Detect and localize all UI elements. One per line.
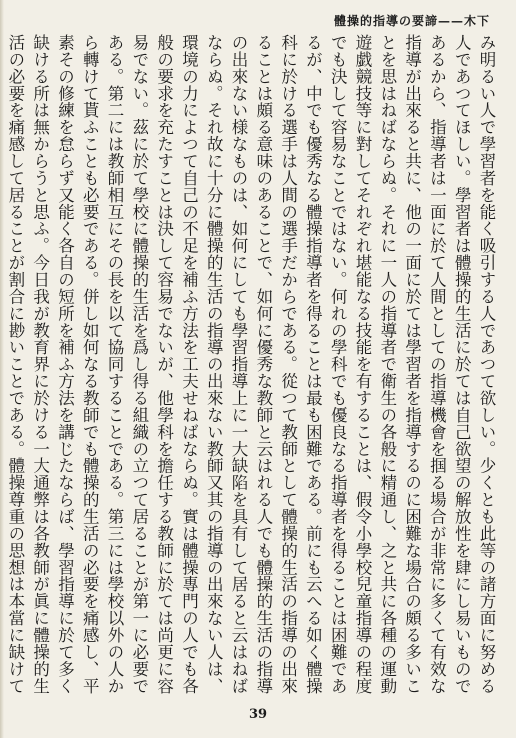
paragraph-1: み明るい人で學習者を能く吸引する人であつて欲しい。少くとも此等の諸方面に努める人であつてほしい。學習者は體操的生活に於ては自己欲望の解放性を肆にし易いものであるから、指導者は一面に於て人間としての指導機會を掴る場合が非常に多くて有效な指導が出來ると共に、他の一面に於ては學習者を指導するのに困難な場合の頗る多いことを思はねばならぬ。それに一人の指導者で衛生の各般に精通し、之と共に各種の運動遊戯競技等に對してそれぞれ堪能なる技能を有することは、假令小學校兒童指導の程度でも決して容易なことではない。何れの學科でも優良なる指導者を得ることは困難であるが、中でも優秀なる體操指導者を得ることは最も困難である。前にも云へる如く體操科に於ける選手は人間の選手だからである。從つて教師として體操的生活の指導の出來ることは頗る意味のあることで、如何に優秀な教師と云はれる人でも體操的生活の指導の出來ない様なものは、如何にしても學習指導上に一大缺陷を具有して居ると云はねばならぬ。それ故に十分に體操的生活の指導の出來ない教師又其の指導の出來ない人は、環境の力によつて自己の不足を補ふ方法を工夫せねばならぬ。實は體操專門の人でも各般の要求を充たすことは決して容易でないが、他學科を擔任する教師に於ては尚更に容易でない。茲に於て學校に體操的生活を爲し得る組織の立つて居ることが第一に必要である。第二には教師相互にその長を以て協同することである。第三には學校以外の人から轉けて貰ふことも必要である。併し如何なる教師でも體操的生活の必要を痛感し、平素その修練を怠らず又能く各自の短所を補ふ方法を講じたならば、學習指導に於て多く缺ける所は無からうと思ふ。今日我が教育界に於ける一大通弊は各教師が眞に體操的生活の必要を痛感して居ることが割合に尠いことである。體操尊重の思想は本當に缺けて — [5, 34, 496, 694]
body-text — [5, 34, 498, 694]
running-head: 體操的指導の要諦——木下 — [333, 14, 490, 28]
page-number: 39 — [248, 707, 268, 722]
